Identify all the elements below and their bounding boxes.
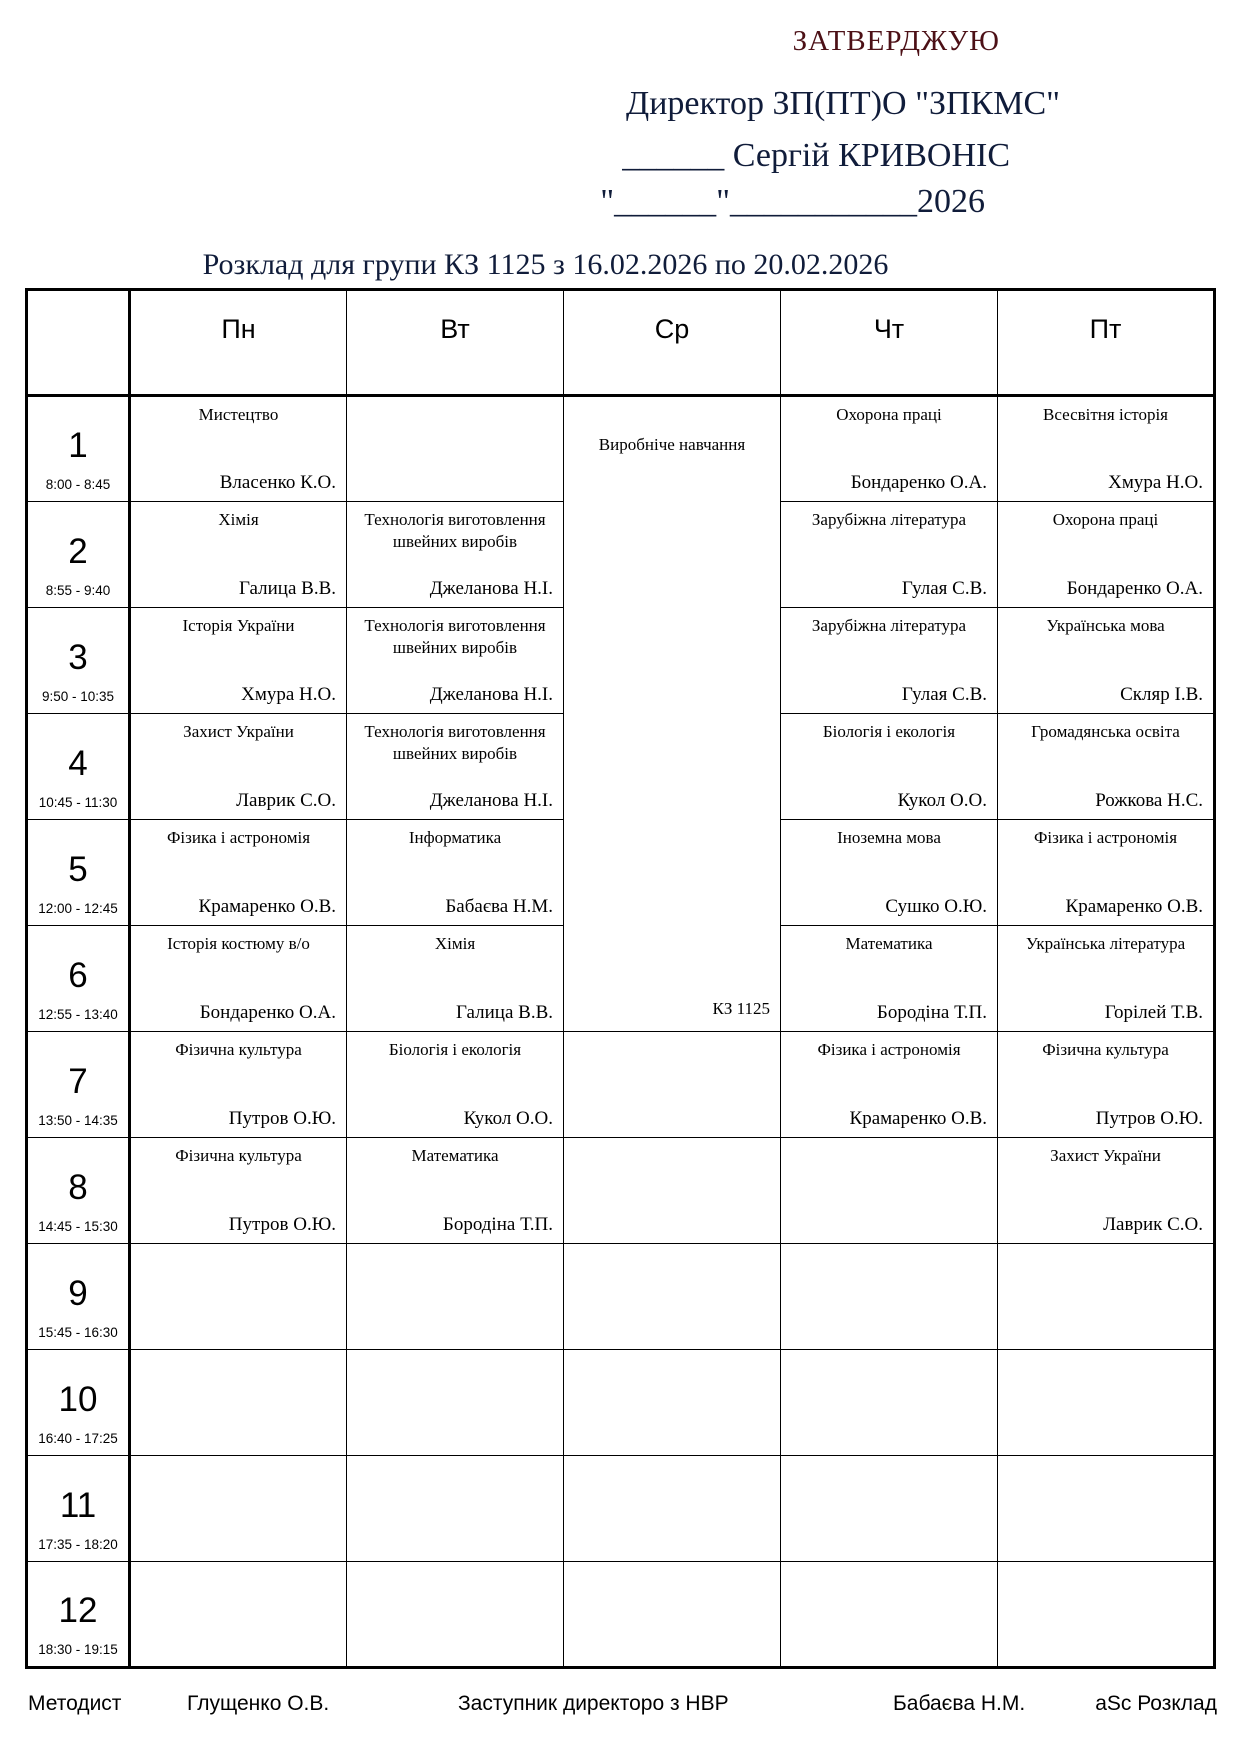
- lesson-cell-fri-4: [998, 714, 1215, 820]
- period-cell-12: [27, 1562, 130, 1668]
- period-number: 7: [68, 1061, 88, 1101]
- lesson-cell-mon-1: [130, 396, 347, 502]
- subject-label: Мистецтво: [198, 405, 279, 424]
- teacher-label: Путров О.Ю.: [228, 1108, 336, 1129]
- approval-stamp: ЗАТВЕРДЖУЮ: [792, 25, 1000, 57]
- lesson-cell-tue-5: [347, 820, 564, 926]
- lesson-cell-thu-10: [781, 1350, 998, 1456]
- subject-label: Математика: [845, 934, 933, 953]
- lesson-cell-tue-7: [347, 1032, 564, 1138]
- subject-label: Технологія виготовлення швейних виробів: [364, 616, 546, 658]
- schedule-row-1: [27, 396, 1215, 502]
- lesson-cell-wed-7: [564, 1032, 781, 1138]
- lesson-cell-thu-8: [781, 1138, 998, 1244]
- subject-label: Біологія і екологія: [388, 1040, 522, 1059]
- period-number: 12: [58, 1590, 98, 1630]
- period-cell-5: [27, 820, 130, 926]
- teacher-label: Бородіна Т.П.: [876, 1002, 987, 1023]
- lesson-cell-fri-8: [998, 1138, 1215, 1244]
- period-time: 12:00 - 12:45: [38, 901, 118, 916]
- lesson-cell-tue-9: [347, 1244, 564, 1350]
- lesson-cell-mon-12: [130, 1562, 347, 1668]
- lesson-cell-wed-12: [564, 1562, 781, 1668]
- day-header-thu: Чт: [781, 290, 998, 396]
- period-number: 8: [68, 1167, 88, 1207]
- lesson-cell-wed-10: [564, 1350, 781, 1456]
- teacher-label: Путров О.Ю.: [1095, 1108, 1203, 1129]
- teacher-label: Галица В.В.: [239, 578, 336, 599]
- director-title-line: Директор ЗП(ПТ)О "ЗПКМС": [626, 85, 1060, 122]
- schedule-row-12: [27, 1562, 1215, 1668]
- teacher-label: Бондаренко О.А.: [850, 472, 987, 493]
- period-time: 17:35 - 18:20: [38, 1537, 118, 1552]
- subject-label: Хімія: [218, 510, 259, 529]
- subject-label: Хімія: [434, 934, 476, 953]
- schedule-row-8: [27, 1138, 1215, 1244]
- teacher-label: Джеланова Н.І.: [429, 790, 553, 811]
- teacher-label: Кукол О.О.: [897, 790, 987, 811]
- subject-label: Зарубіжна література: [811, 616, 967, 635]
- period-time: 10:45 - 11:30: [38, 795, 118, 810]
- footer-methodist-label: Методист: [28, 1692, 122, 1715]
- signature-line: ______ Сергій КРИВОНІС: [622, 137, 1010, 174]
- subject-label: Українська мова: [1046, 616, 1165, 635]
- lesson-cell-tue-12: [347, 1562, 564, 1668]
- period-number: 3: [68, 637, 88, 677]
- practice-merged-cell: [564, 396, 781, 1032]
- corner-cell: [27, 290, 130, 396]
- lesson-cell-tue-6: [347, 926, 564, 1032]
- period-number: 4: [68, 743, 88, 783]
- lesson-cell-wed-11: [564, 1456, 781, 1562]
- lesson-cell-wed-9: [564, 1244, 781, 1350]
- schedule-row-10: [27, 1350, 1215, 1456]
- teacher-label: Бородіна Т.П.: [442, 1214, 553, 1235]
- teacher-label: Кукол О.О.: [463, 1108, 553, 1129]
- lesson-cell-mon-7: [130, 1032, 347, 1138]
- period-time: 12:55 - 13:40: [38, 1007, 118, 1022]
- period-number: 1: [68, 425, 88, 465]
- day-header-wed: Ср: [564, 290, 781, 396]
- day-header-mon: Пн: [130, 290, 347, 396]
- lesson-cell-thu-4: [781, 714, 998, 820]
- period-number: 5: [68, 849, 88, 889]
- footer-methodist-name: Глущенко О.В.: [187, 1692, 330, 1715]
- lesson-cell-fri-5: [998, 820, 1215, 926]
- lesson-cell-thu-7: [781, 1032, 998, 1138]
- teacher-label: Рожкова Н.С.: [1095, 790, 1203, 811]
- lesson-cell-tue-4: [347, 714, 564, 820]
- subject-label: Біологія і екологія: [822, 722, 956, 741]
- teacher-label: Гулая С.В.: [901, 578, 987, 599]
- period-time: 8:00 - 8:45: [45, 477, 111, 492]
- footer-asc-label: aSc Розклад: [1095, 1692, 1217, 1715]
- period-time: 16:40 - 17:25: [38, 1431, 118, 1446]
- period-time: 18:30 - 19:15: [38, 1642, 118, 1657]
- subject-label: Українська література: [1025, 934, 1186, 953]
- teacher-label: Крамаренко О.В.: [1065, 896, 1203, 917]
- lesson-cell-fri-1: [998, 396, 1215, 502]
- teacher-label: Сушко О.Ю.: [885, 896, 987, 917]
- lesson-cell-mon-11: [130, 1456, 347, 1562]
- day-header-fri: Пт: [998, 290, 1215, 396]
- timetable: [25, 288, 1216, 1669]
- period-cell-7: [27, 1032, 130, 1138]
- period-cell-4: [27, 714, 130, 820]
- date-line: "______"___________2026: [600, 183, 985, 220]
- schedule-row-7: [27, 1032, 1215, 1138]
- schedule-row-11: [27, 1456, 1215, 1562]
- lesson-cell-mon-4: [130, 714, 347, 820]
- lesson-cell-tue-2: [347, 502, 564, 608]
- day-header-row: [27, 290, 1215, 396]
- lesson-cell-mon-10: [130, 1350, 347, 1456]
- subject-label: Зарубіжна література: [811, 510, 967, 529]
- subject-label: Історія України: [182, 616, 295, 635]
- footer: [25, 1692, 1217, 1724]
- schedule-body: [27, 396, 1215, 1668]
- group-label: КЗ 1125: [712, 999, 770, 1018]
- teacher-label: Крамаренко О.В.: [198, 896, 336, 917]
- lesson-cell-thu-3: [781, 608, 998, 714]
- lesson-cell-fri-2: [998, 502, 1215, 608]
- period-time: 15:45 - 16:30: [38, 1325, 118, 1340]
- lesson-cell-mon-6: [130, 926, 347, 1032]
- lesson-cell-thu-12: [781, 1562, 998, 1668]
- subject-label: Захист України: [183, 722, 294, 741]
- teacher-label: Скляр І.В.: [1120, 684, 1203, 705]
- lesson-cell-mon-9: [130, 1244, 347, 1350]
- lesson-cell-mon-8: [130, 1138, 347, 1244]
- subject-label: Інформатика: [408, 828, 502, 847]
- teacher-label: Бабаєва Н.М.: [445, 896, 553, 917]
- teacher-label: Джеланова Н.І.: [429, 684, 553, 705]
- period-time: 9:50 - 10:35: [41, 689, 115, 704]
- period-number: 10: [58, 1379, 98, 1419]
- period-number: 2: [68, 531, 88, 571]
- subject-label: Технологія виготовлення швейних виробів: [364, 510, 546, 552]
- lesson-cell-fri-7: [998, 1032, 1215, 1138]
- subject-label: Іноземна мова: [837, 828, 941, 847]
- lesson-cell-fri-3: [998, 608, 1215, 714]
- lesson-cell-tue-8: [347, 1138, 564, 1244]
- subject-label: Технологія виготовлення швейних виробів: [364, 722, 546, 764]
- period-cell-3: [27, 608, 130, 714]
- subject-label: Фізика і астрономія: [817, 1040, 961, 1059]
- lesson-cell-thu-1: [781, 396, 998, 502]
- subject-label: Фізика і астрономія: [1033, 828, 1178, 847]
- lesson-cell-fri-12: [998, 1562, 1215, 1668]
- practice-subject-label: Виробніче навчання: [598, 435, 746, 454]
- teacher-label: Гулая С.В.: [901, 684, 987, 705]
- period-cell-6: [27, 926, 130, 1032]
- teacher-label: Горілей Т.В.: [1104, 1002, 1203, 1023]
- footer-deputy-name: Бабаєва Н.М.: [893, 1692, 1026, 1715]
- subject-label: Математика: [411, 1146, 499, 1165]
- period-time: 13:50 - 14:35: [38, 1113, 118, 1128]
- period-cell-11: [27, 1456, 130, 1562]
- lesson-cell-fri-11: [998, 1456, 1215, 1562]
- teacher-label: Хмура Н.О.: [1108, 472, 1203, 493]
- subject-label: Охорона праці: [1052, 510, 1159, 529]
- lesson-cell-mon-2: [130, 502, 347, 608]
- period-cell-2: [27, 502, 130, 608]
- teacher-label: Лаврик С.О.: [1103, 1214, 1203, 1235]
- teacher-label: Лаврик С.О.: [236, 790, 336, 811]
- period-cell-8: [27, 1138, 130, 1244]
- lesson-cell-tue-10: [347, 1350, 564, 1456]
- lesson-cell-thu-6: [781, 926, 998, 1032]
- period-cell-9: [27, 1244, 130, 1350]
- subject-label: Всесвітня історія: [1043, 405, 1168, 424]
- subject-label: Охорона праці: [836, 405, 942, 424]
- teacher-label: Хмура Н.О.: [241, 684, 336, 705]
- schedule-row-9: [27, 1244, 1215, 1350]
- teacher-label: Власенко К.О.: [219, 472, 336, 493]
- subject-label: Фізична культура: [175, 1040, 302, 1059]
- teacher-label: Джеланова Н.І.: [429, 578, 553, 599]
- period-cell-1: [27, 396, 130, 502]
- period-number: 11: [59, 1485, 97, 1525]
- lesson-cell-thu-9: [781, 1244, 998, 1350]
- period-time: 8:55 - 9:40: [45, 583, 111, 598]
- period-number: 9: [68, 1273, 88, 1313]
- period-number: 6: [68, 955, 88, 995]
- lesson-cell-fri-9: [998, 1244, 1215, 1350]
- lesson-cell-tue-3: [347, 608, 564, 714]
- teacher-label: Галица В.В.: [456, 1002, 553, 1023]
- subject-label: Історія костюму в/о: [167, 934, 310, 953]
- lesson-cell-thu-2: [781, 502, 998, 608]
- teacher-label: Бондаренко О.А.: [199, 1002, 336, 1023]
- subject-label: Фізична культура: [175, 1146, 302, 1165]
- lesson-cell-fri-10: [998, 1350, 1215, 1456]
- subject-label: Громадянська освіта: [1031, 722, 1180, 741]
- lesson-cell-mon-3: [130, 608, 347, 714]
- lesson-cell-tue-11: [347, 1456, 564, 1562]
- teacher-label: Крамаренко О.В.: [849, 1108, 987, 1129]
- lesson-cell-wed-8: [564, 1138, 781, 1244]
- subject-label: Фізика і астрономія: [166, 828, 311, 847]
- lesson-cell-fri-6: [998, 926, 1215, 1032]
- lesson-cell-mon-5: [130, 820, 347, 926]
- lesson-cell-thu-11: [781, 1456, 998, 1562]
- day-header-tue: Вт: [347, 290, 564, 396]
- lesson-cell-thu-5: [781, 820, 998, 926]
- period-cell-10: [27, 1350, 130, 1456]
- subject-label: Захист України: [1050, 1146, 1161, 1165]
- lesson-cell-tue-1: [347, 396, 564, 502]
- footer-deputy-label: Заступник директоро з НВР: [458, 1692, 729, 1715]
- teacher-label: Бондаренко О.А.: [1066, 578, 1203, 599]
- subject-label: Фізична культура: [1042, 1040, 1169, 1059]
- teacher-label: Путров О.Ю.: [228, 1214, 336, 1235]
- schedule-title: Розклад для групи КЗ 1125 з 16.02.2026 по 20.02.2026: [202, 248, 889, 281]
- period-time: 14:45 - 15:30: [38, 1219, 118, 1234]
